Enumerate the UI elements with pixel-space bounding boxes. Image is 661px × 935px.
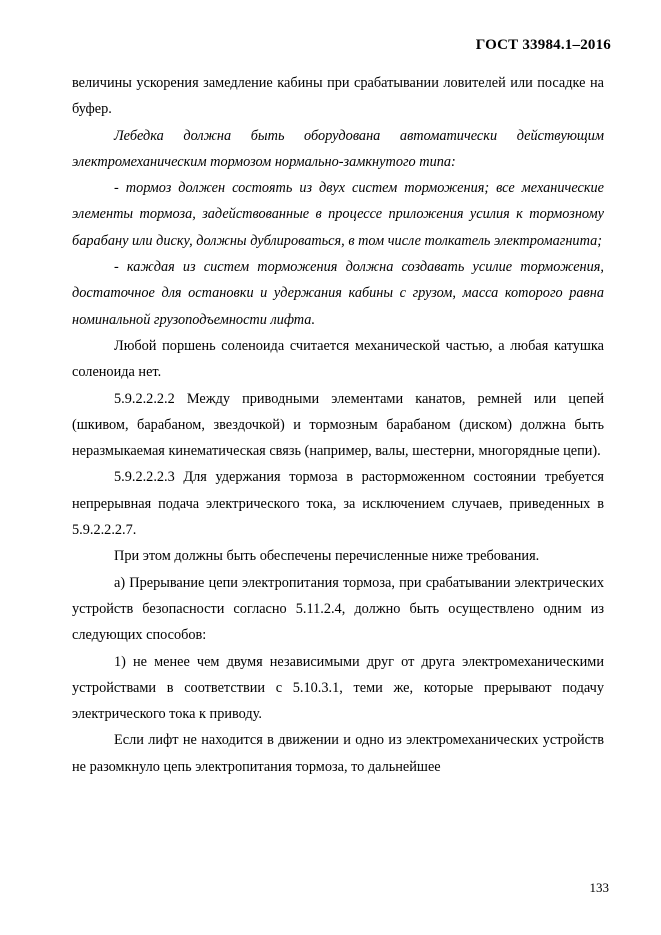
paragraph-item-a: а) Прерывание цепи электропитания тормоза, при срабатывании электрических устройств безопасности согласно 5.11.2.4, должно быть осуществлено одним из следующих способов: (72, 574, 604, 644)
list-item-brake-systems: - тормоз должен состоять из двух систем торможения; все механические элементы тормоза, задействованные в процессе приложения усилия к тормозному барабану или диску, должны дублироваться, в том числе толкатель электромагнита; (72, 180, 604, 249)
paragraph-continuation: величины ускорения замедление кабины при срабатывании ловителей или посадке на буфер. (72, 75, 604, 118)
document-number-header: ГОСТ 33984.1–2016 (475, 37, 611, 53)
paragraph-solenoid: Любой поршень соленоида считается механической частью, а любая катушка соленоида нет. (72, 337, 604, 381)
paragraph-winch-brake: Лебедка должна быть оборудована автоматически действующим электромеханическим тормозом нормально-замкнутого типа: (72, 127, 604, 170)
paragraph-requirements-intro: При этом должны быть обеспечены перечисленные ниже требования. (114, 548, 540, 565)
paragraph-5-9-2-2-2-2: 5.9.2.2.2.2 Между приводными элементами канатов, ремней или цепей (шкивом, барабаном, звездочкой) и тормозным барабаном (диском) должна быть неразмыкаемая кинематическая связь (например, валы, шестерни, многорядные цепи). (72, 390, 604, 460)
page-number: 133 (589, 880, 609, 895)
document-body (72, 70, 604, 780)
paragraph-item-1: 1) не менее чем двумя независимыми друг от друга электромеханическими устройствами в соответствии с 5.10.3.1, теми же, которые прерывают подачу электрического тока к приводу. (72, 653, 604, 723)
paragraph-lift-not-moving: Если лифт не находится в движении и одно из электромеханических устройств не разомкнуло цепь электропитания тормоза, то дальнейшее (72, 732, 604, 775)
list-item-braking-force: - каждая из систем торможения должна создавать усилие торможения, достаточное для остановки и удержания кабины с грузом, масса которого равна номинальной грузоподъемности лифта. (72, 259, 604, 328)
paragraph-5-9-2-2-2-3: 5.9.2.2.2.3 Для удержания тормоза в расторможенном состоянии требуется непрерывная подача электрического тока, за исключением случаев, приведенных в 5.9.2.2.2.7. (72, 469, 604, 539)
